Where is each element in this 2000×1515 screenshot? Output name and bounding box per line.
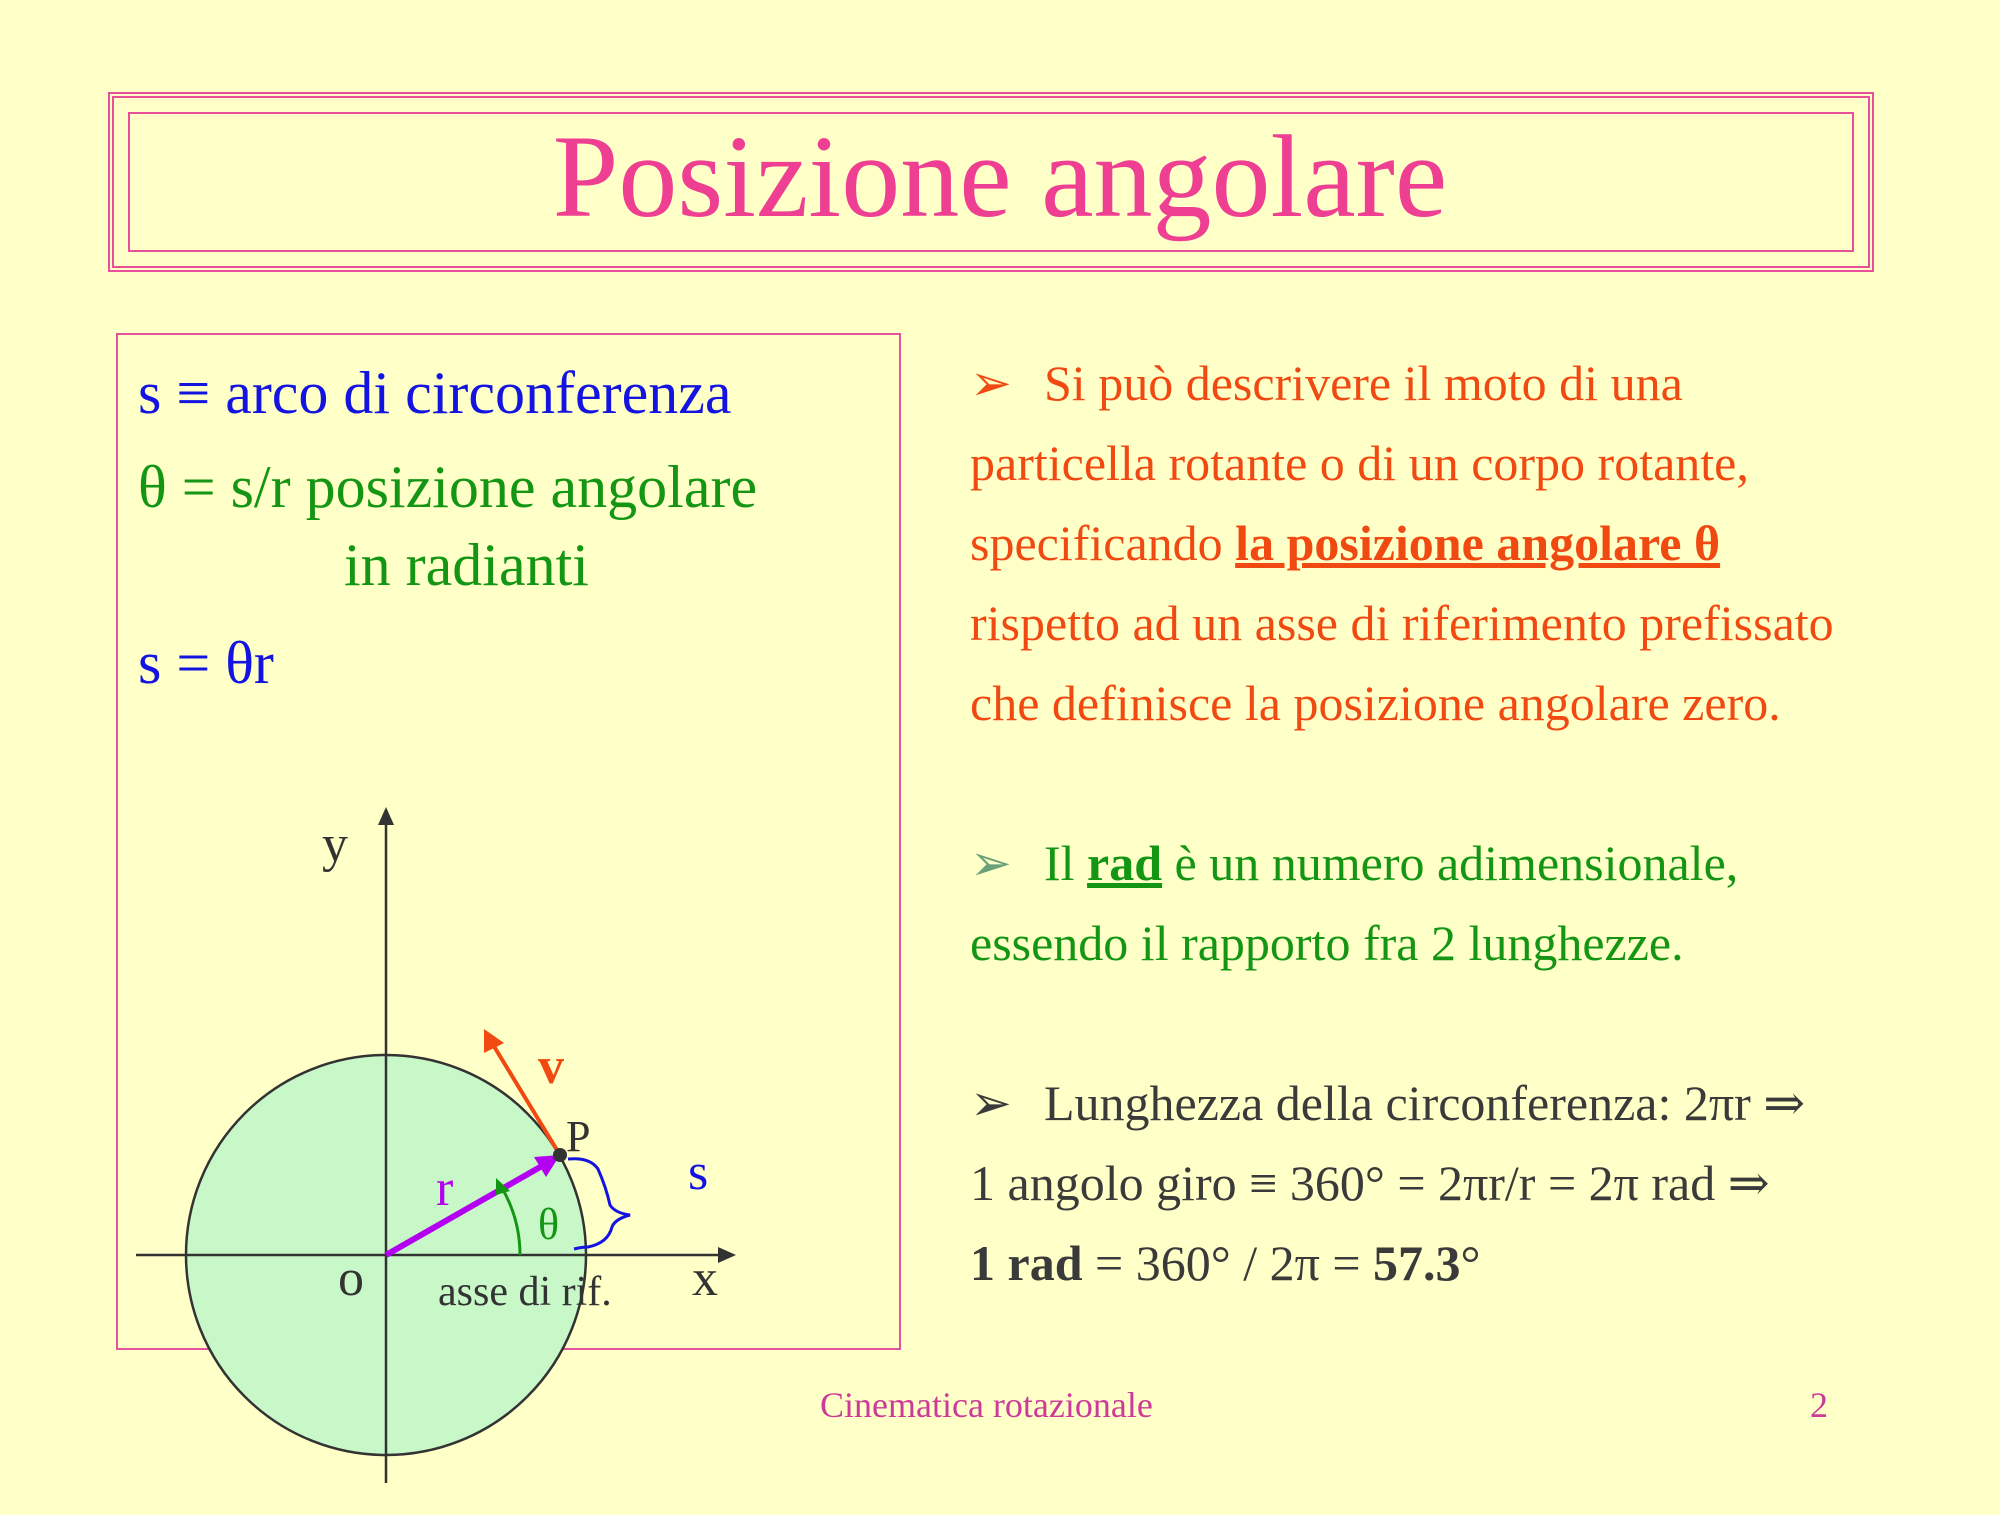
p2-line1: ➢ Il rad è un numero adimensionale,	[970, 835, 1739, 891]
reference-axis-label: asse di rif.	[438, 1269, 612, 1315]
theta-label: θ	[538, 1200, 560, 1249]
def-theta-cont: in radianti	[344, 532, 589, 598]
def-theta: θ = s/r posizione angolare	[138, 454, 758, 520]
p1-line5: che definisce la posizione angolare zero.	[970, 675, 1781, 731]
x-axis-arrow	[718, 1247, 736, 1263]
p1-line3: specificando la posizione angolare θ	[970, 515, 1721, 571]
bullet-arrow-icon: ➢	[970, 835, 1012, 891]
x-label: x	[692, 1250, 718, 1307]
rad-emphasis: rad	[1087, 835, 1163, 891]
slide-title: Posizione angolare	[552, 111, 1448, 242]
p3-line2: 1 angolo giro ≡ 360° = 2πr/r = 2π rad ⇒	[970, 1155, 1770, 1211]
p1-line1: ➢ Si può descrivere il moto di una	[970, 355, 1683, 411]
footer-title: Cinematica rotazionale	[820, 1385, 1153, 1425]
bullet-arrow-icon: ➢	[970, 355, 1012, 411]
y-label: y	[322, 816, 348, 873]
origin-label: o	[338, 1250, 364, 1307]
left-panel	[116, 333, 901, 1350]
p3-line1: ➢ Lunghezza della circonferenza: 2πr ⇒	[970, 1075, 1806, 1131]
angular-position-emphasis: la posizione angolare θ	[1235, 515, 1721, 571]
bullet-arrow-icon: ➢	[970, 1075, 1012, 1131]
page-number: 2	[1810, 1385, 1828, 1425]
circle-diagram	[118, 795, 898, 1515]
s-label: s	[688, 1144, 709, 1201]
r-label: r	[436, 1160, 454, 1217]
p2-line2: essendo il rapporto fra 2 lunghezze.	[970, 915, 1684, 971]
p-label: P	[566, 1112, 591, 1161]
p1-line2: particella rotante o di un corpo rotante,	[970, 435, 1749, 491]
v-label: v	[538, 1038, 564, 1095]
def-s: s ≡ arco di circonferenza	[138, 360, 732, 426]
p3-line3: 1 rad = 360° / 2π = 57.3°	[970, 1235, 1481, 1291]
y-axis-arrow	[378, 807, 394, 825]
point-p	[553, 1148, 567, 1162]
formula-s: s = θr	[138, 630, 274, 696]
p1-line4: rispetto ad un asse di riferimento prefissato	[970, 595, 1834, 651]
